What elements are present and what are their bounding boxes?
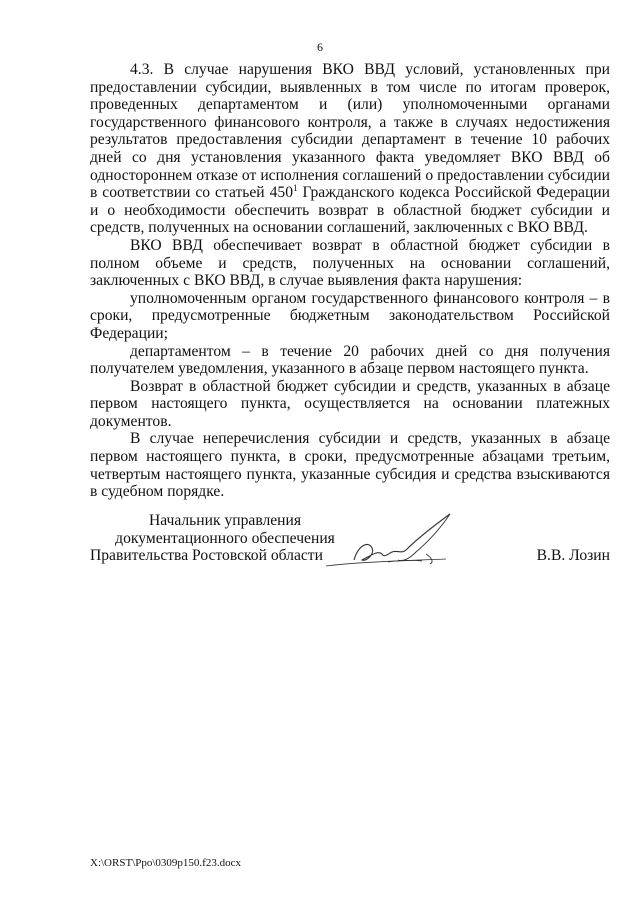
- signature-block: [90, 512, 610, 572]
- article-superscript: 1: [293, 182, 298, 193]
- paragraph-4-3-tail: Гражданского кодекса Российской Федерации и о необходимости обеспечить возврат в областной бюджет субсидии и средств, полученных на основании соглашений, заключенных с ВКО ВВД.: [90, 184, 610, 237]
- paragraph-4-3: [90, 61, 610, 237]
- file-path-footer: X:\ORST\Ppo\0309p150.f23.docx: [90, 857, 241, 869]
- paragraph-refund-obligation: ВКО ВВД обеспечивает возврат в областной бюджет субсидии в полном объеме и средств, полученных на основании соглашений, заключенных с ВКО ВВД, в случае выявления факта нарушения:: [90, 236, 610, 290]
- signatory-title-line: Правительства Ростовской области: [90, 547, 323, 565]
- paragraph-4-3-head: 4.3. В случае нарушения ВКО ВВД условий, установленных при предоставлении субсидии, выявленных в том числе по итогам проверок, проведенных департаментом и (или) уполномоченными органами государственного финансового контроля, а также в случаях недостижения результатов предоставления субсидии департамент в течение 10 рабочих дней со дня установления указанного факта уведомляет ВКО ВВД об одностороннем отказе от исполнения соглашений о предоставлении субсидии в соответствии со статьей 450: [90, 61, 610, 202]
- paragraph-court-recovery: В случае неперечисления субсидии и средств, указанных в абзаце первом настоящего пункта, в сроки, предусмотренные абзацами третьим, четвертым настоящего пункта, указанные субсидия и средства взыскиваются в судебном порядке.: [90, 430, 610, 501]
- signatory-name: В.В. Лозин: [536, 547, 610, 564]
- handwritten-signature: [318, 510, 478, 578]
- paragraph-department-deadline: департаментом – в течение 20 рабочих дней со дня получения получателем уведомления, указанного в абзаце первом настоящего пункта.: [90, 342, 610, 378]
- paragraph-control-authority: уполномоченным органом государственного финансового контроля – в сроки, предусмотренные бюджетным законодательством Российской Федерации;: [90, 289, 610, 342]
- page-number: 6: [317, 40, 323, 54]
- signatory-title-line: документационного обеспечения: [115, 529, 335, 547]
- paragraph-payment-documents: Возврат в областной бюджет субсидии и средств, указанных в абзаце первом настоящего пункта, осуществляется на основании платежных документов.: [90, 377, 610, 430]
- document-body: [90, 61, 610, 501]
- signatory-title-line: Начальник управления: [148, 512, 302, 529]
